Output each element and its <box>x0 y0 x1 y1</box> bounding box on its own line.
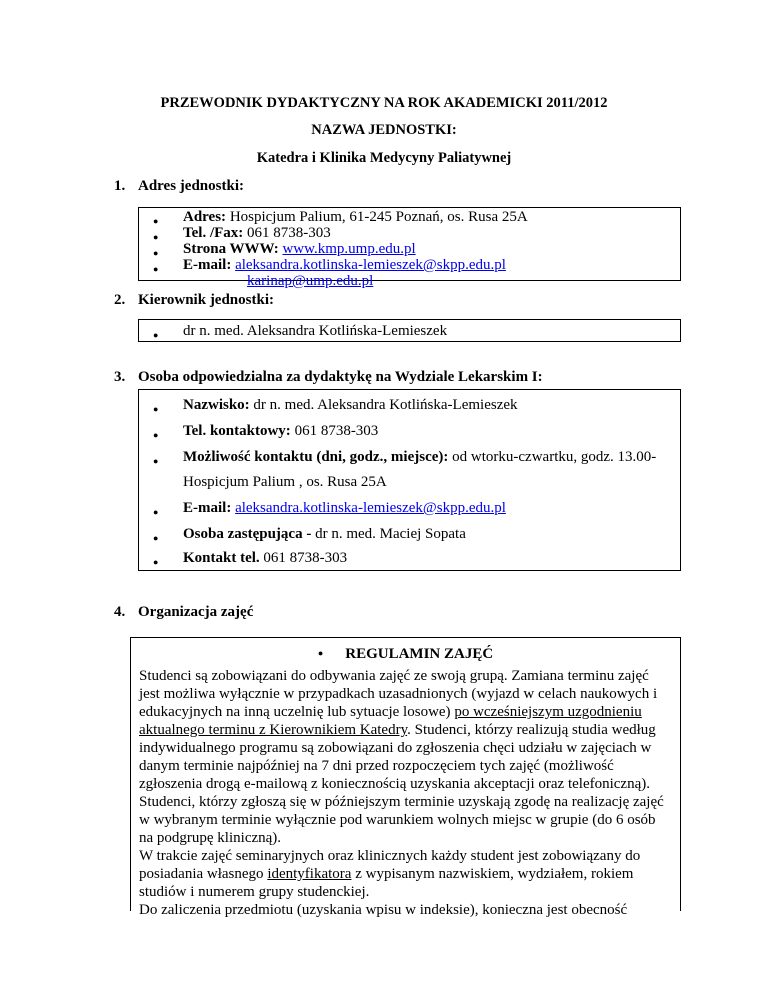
contact-tel-item: ● Kontakt tel. 061 8738-303 <box>139 550 347 566</box>
address-item: ● Adres: Hospicjum Palium, 61-245 Poznań, os. Rusa 25A <box>139 209 680 225</box>
email-item: ● E-mail: aleksandra.kotlinska-lemieszek@skpp.edu.pl <box>139 257 680 273</box>
section-title: Organizacja zajęć <box>138 604 254 620</box>
substitute-item: ● Osoba zastępująca - dr n. med. Maciej Sopata <box>139 526 466 542</box>
head-box <box>138 319 681 342</box>
unit-heading: NAZWA JEDNOSTKI: <box>311 122 457 138</box>
section-number: 4. <box>114 604 126 620</box>
contact-hours-item: ● Możliwość kontaktu (dni, godz., miejsce): od wtorku-czwartku, godz. 13.00- <box>139 449 656 465</box>
email-item: ● E-mail: aleksandra.kotlinska-lemieszek@skpp.edu.pl <box>139 500 506 516</box>
regulations-box <box>130 637 681 918</box>
bullet-icon: ● <box>317 648 324 658</box>
tel-contact-item: ● Tel. kontaktowy: 061 8738-303 <box>139 423 378 439</box>
section-number: 3. <box>114 369 126 385</box>
tel-item: ● Tel. /Fax: 061 8738-303 <box>139 225 680 241</box>
section-number: 1. <box>114 178 126 194</box>
section-number: 2. <box>114 292 126 308</box>
address-box <box>138 207 681 289</box>
regulations-text: Studenci są zobowiązani do odbywania zajęć ze swoją grupą. Zamiana terminu zajęć jest możliwa wyłącznie w przypadkach uzasadnionych (wyjazd w celach naukowych i edukacyjnych na inną uczelnię lub sytuacje losowe) po wcześniejszym uzgodnieniu aktualnego terminu z Kierownikiem Katedry. Studenci, którzy realizują studia według indywidualnego programu są zobowiązani do zgłoszenia chęci udziału w zajęciach w danym terminie najpóźniej na 7 dni przed rozpoczęciem tych zajęć (możliwość zgłoszenia drogą e-mailową z koniecznością uzyskania akceptacji oraz telefoniczną). Studenci, którzy zgłoszą się w późniejszym terminie uzyskają zgodę na realizację zajęć w wybranym terminie wyłącznie pod warunkiem wolnych miejsc w grupie (do 6 osób na podgrupę kliniczną). W trakcie zajęć seminaryjnych oraz klinicznych każdy student jest zobowiązany do posiadania własnego identyfikatora z wypisanym nazwiskiem, wydziałem, rokiem studiów i numerem grupy studenckiej. Do zaliczenia przedmiotu (uzyskania wpisu w indeksie), konieczna jest obecność <box>139 668 664 918</box>
page-title: PRZEWODNIK DYDAKTYCZNY NA ROK AKADEMICKI 2011/2012 <box>160 95 608 111</box>
unit-name: Katedra i Klinika Medycyny Paliatywnej <box>256 150 512 166</box>
teaching-contact-box <box>138 389 681 571</box>
section-title: Kierownik jednostki: <box>138 292 274 308</box>
www-item: ● Strona WWW: www.kmp.ump.edu.pl <box>139 241 680 257</box>
email-second-row <box>139 273 680 289</box>
regulations-title: ● REGULAMIN ZAJĘĆ <box>317 646 494 662</box>
section-title: Osoba odpowiedzialna za dydaktykę na Wydziale Lekarskim I: <box>138 369 543 385</box>
section-3-heading <box>114 369 543 386</box>
www-link[interactable]: www.kmp.ump.edu.pl <box>282 241 416 257</box>
section-1-heading <box>114 178 244 195</box>
contact-place: Hospicjum Palium , os. Rusa 25A <box>183 474 387 490</box>
section-2-heading <box>114 292 274 309</box>
section-title: Adres jednostki: <box>138 178 244 194</box>
surname-item: ● Nazwisko: dr n. med. Aleksandra Kotlińska-Lemieszek <box>139 397 518 413</box>
head-name-item: ● dr n. med. Aleksandra Kotlińska-Lemieszek <box>139 323 680 339</box>
section-4-heading <box>114 604 253 621</box>
email-link-secondary[interactable]: karinap@ump.edu.pl <box>247 273 374 289</box>
email-link[interactable]: aleksandra.kotlinska-lemieszek@skpp.edu.pl <box>235 500 506 516</box>
email-link[interactable]: aleksandra.kotlinska-lemieszek@skpp.edu.pl <box>235 257 506 273</box>
